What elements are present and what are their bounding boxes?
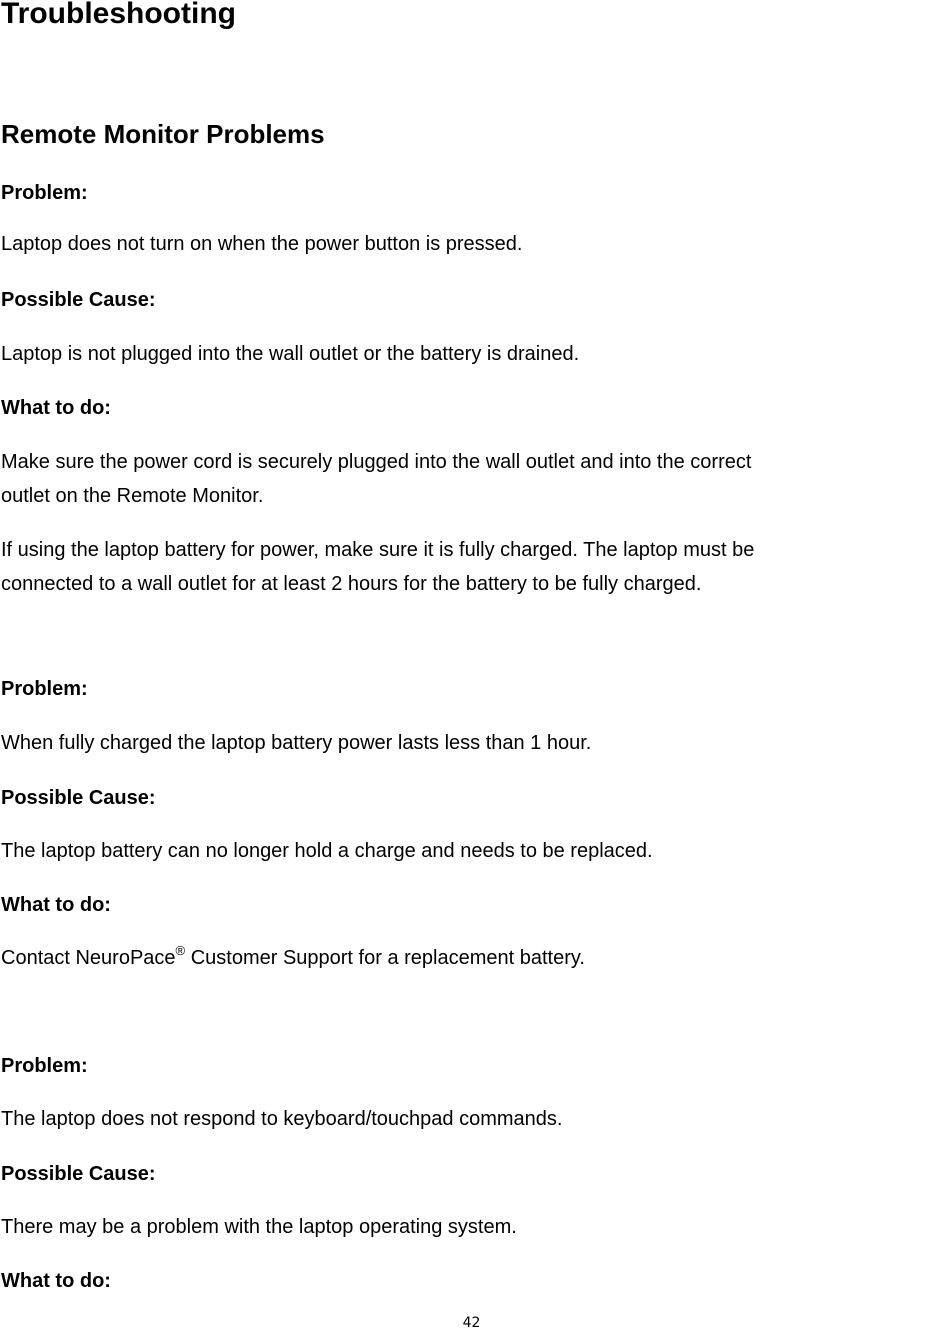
possible-cause-text: There may be a problem with the laptop operating system. [1,1216,517,1238]
action-prefix: Contact NeuroPace [1,947,176,969]
problem-label: Problem: [1,1055,88,1077]
problem-label: Problem: [1,182,88,204]
possible-cause-label: Possible Cause: [1,289,156,311]
registered-mark: ® [175,943,186,959]
what-to-do-label: What to do: [1,1270,111,1292]
action-line: outlet on the Remote Monitor. [1,485,264,507]
action-line: If using the laptop battery for power, make sure it is fully charged. The laptop must be [1,539,755,561]
possible-cause-label: Possible Cause: [1,1163,156,1185]
page-title: Troubleshooting [1,0,236,30]
action-line: Make sure the power cord is securely plugged into the wall outlet and into the correct [1,451,752,473]
what-to-do-label: What to do: [1,894,111,916]
action-line: connected to a wall outlet for at least 2 hours for the battery to be fully charged. [1,573,702,595]
action-text [1,445,751,513]
section-title: Remote Monitor Problems [1,119,325,149]
action-text [1,533,754,601]
problem-text: When fully charged the laptop battery power lasts less than 1 hour. [1,732,592,754]
problem-text: The laptop does not respond to keyboard/touchpad commands. [1,1108,563,1130]
what-to-do-label: What to do: [1,397,111,419]
possible-cause-label: Possible Cause: [1,787,156,809]
problem-text: Laptop does not turn on when the power button is pressed. [1,233,523,255]
action-text [1,945,585,971]
page-number: 42 [462,1315,481,1331]
possible-cause-text: The laptop battery can no longer hold a charge and needs to be replaced. [1,840,653,862]
action-suffix: Customer Support for a replacement battery. [185,947,585,969]
problem-label: Problem: [1,678,88,700]
possible-cause-text: Laptop is not plugged into the wall outlet or the battery is drained. [1,343,580,365]
